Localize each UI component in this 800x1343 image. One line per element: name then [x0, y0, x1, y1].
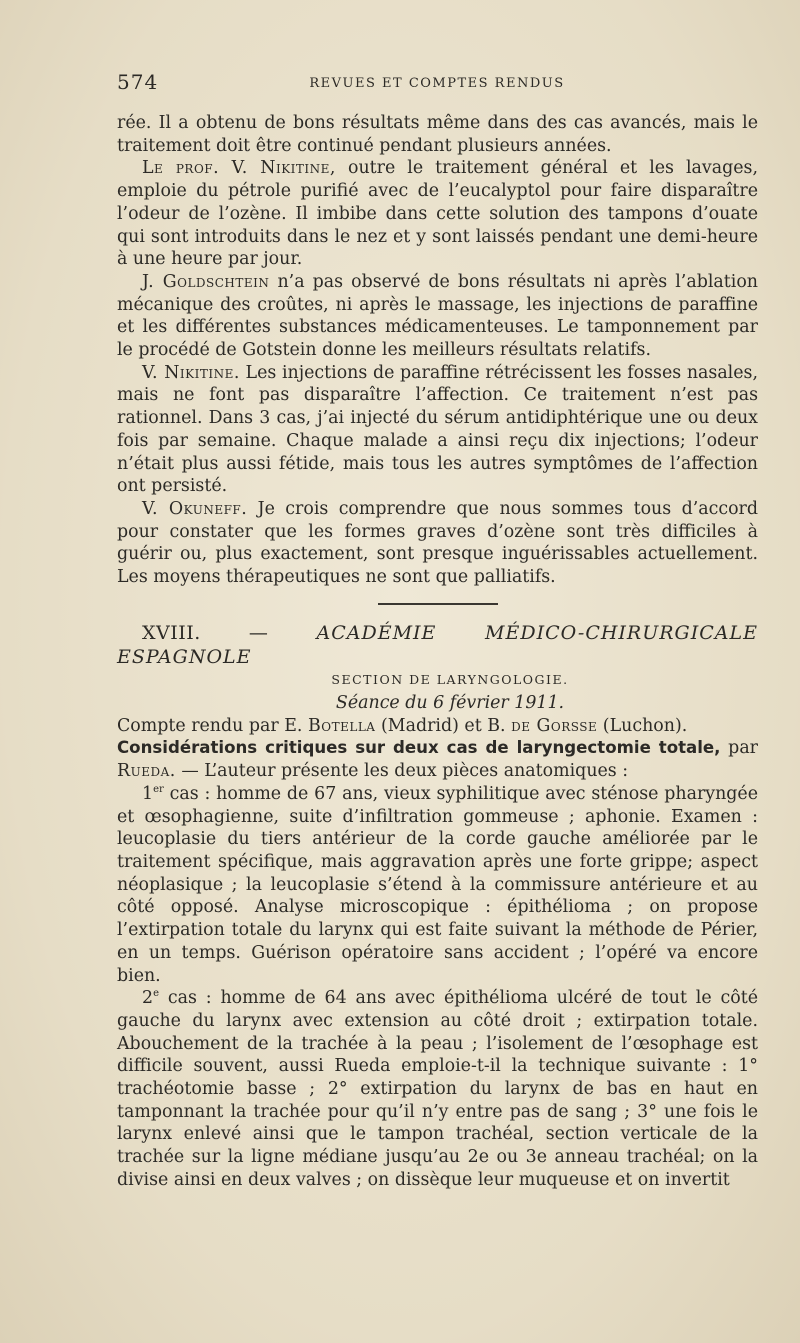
- paragraph-text: Je crois comprendre que nous sommes tous d’accord pour constater que les formes graves d’ozène sont très difficiles à guérir ou, plus exactement, sont presque inguérissables actuellement. Les moyens thérapeutiques ne sont que palliatifs.: [117, 498, 758, 588]
- report-credit: [117, 715, 758, 738]
- article-by: par: [720, 738, 758, 759]
- paragraph-continued: rée. Il a obtenu de bons résultats même dans des cas avancés, mais le traitement doit être continué pendant plusieurs années.: [117, 113, 758, 156]
- page-body: [117, 112, 758, 1192]
- speaker-name: V. Nikitine.: [142, 362, 240, 383]
- report-prefix: Compte rendu par E.: [117, 715, 303, 736]
- case-two: [117, 987, 758, 1191]
- paragraph-text: outre le traitement général et les lavages, emploie du pétrole purifié avec de l’eucalyptol pour faire disparaître l’odeur de l’ozène. Il imbibe dans cette solution des tampons d’ouate qui sont introduits dans le nez et y sont laissés pendant une demi-heure à une heure par jour.: [117, 158, 759, 270]
- case-ordinal: er: [153, 784, 164, 796]
- reporter-place: (Luchon).: [597, 715, 688, 736]
- case-one: [117, 783, 758, 987]
- case-text: cas : homme de 67 ans, vieux syphilitique avec sténose pharyngée et œsophagienne, suite d’infiltration gommeuse ; aphonie. Examen : leucoplasie du tiers antérieur de la corde gauche améliorée par le traitement spécifique, mais aggravation après une forte grippe; aspect néoplasique ; la leucoplasie s’étend à la commissure antérieure et au côté opposé. Analyse microscopique : épithélioma ; on propose l’extirpation totale du larynx qui est faite suivant la méthode de Périer, en un temps. Guérison opératoire sans accident ; l’opéré va encore bien.: [117, 783, 758, 986]
- reporter-place: (Madrid) et B.: [375, 715, 512, 736]
- paragraph-text: n’a pas observé de bons résultats ni après l’ablation mécanique des croûtes, ni après le massage, les injections de paraffine et les différentes substances médicamenteuses. Le tamponnement par le procédé de Gotstein donne les meilleurs résultats relatifs.: [117, 271, 758, 361]
- case-ordinal: e: [153, 988, 159, 1000]
- paragraph-goldschtein: [117, 271, 758, 362]
- running-head: REVUES ET COMPTES RENDUS: [309, 76, 565, 91]
- speaker-name: J. Goldschtein: [142, 271, 270, 292]
- article-author: Rueda.: [117, 761, 176, 782]
- subsection-heading: SECTION DE LARYNGOLOGIE.: [331, 671, 569, 687]
- article-intro: [117, 737, 758, 782]
- page-header: [117, 70, 757, 100]
- section-divider: [378, 603, 498, 605]
- paragraph-nikitine-reply: [117, 362, 758, 498]
- speaker-name: V. Okuneff.: [142, 498, 248, 519]
- section-title: ACADÉMIE MÉDICO-CHIRURGICALE ESPAGNOLE: [117, 621, 758, 668]
- section-number: XVIII. —: [142, 621, 269, 644]
- reporter-name: Gorsse: [530, 715, 598, 736]
- case-number: 1: [142, 783, 154, 804]
- page-number: 574: [117, 70, 159, 94]
- session-date: Séance du 6 février 1911.: [335, 692, 565, 713]
- case-number: 2: [142, 988, 154, 1009]
- paragraph-text: Les injections de paraffine rétrécissent les fosses nasales, mais ne font pas disparaître l’affection. Ce traitement n’est pas rationnel. Dans 3 cas, j’ai injecté du sérum antidiphtérique une ou deux fois par semaine. Chaque malade a ainsi reçu dix injections; l’odeur n’était plus aussi fétide, mais tous les autres symptômes de l’affection ont persisté.: [117, 362, 758, 497]
- article-intro-text: — L’auteur présente les deux pièces anatomiques :: [175, 761, 629, 782]
- case-text: cas : homme de 64 ans avec épithélioma ulcéré de tout le côté gauche du larynx avec extension au côté droit ; extirpation totale. Abouchement de la trachée à la peau ; l’isolement de l’œsophage est difficile souvent, aussi Rueda emploie-t-il la technique suivante : 1° trachéotomie basse ; 2° extirpation du larynx de bas en haut en tamponnant la trachée pour qu’il n’y entre pas de sang ; 3° une fois le larynx enlevé ainsi que le tampon trachéal, section verticale de la trachée sur la ligne médiane jusqu’au 2e ou 3e anneau trachéal; on la divise ainsi en deux valves ; on dissèque leur muqueuse et on invertit: [117, 988, 758, 1190]
- paragraph-okuneff: [117, 498, 758, 589]
- reporter-name: Botella: [307, 715, 376, 736]
- section-heading: [117, 621, 758, 669]
- paragraph-nikitine: [117, 157, 758, 271]
- speaker-name: Le prof. V. Nikitine,: [142, 158, 336, 179]
- article-title: Considérations critiques sur deux cas de laryngectomie totale,: [117, 738, 721, 758]
- reporter-particle: de: [511, 715, 531, 736]
